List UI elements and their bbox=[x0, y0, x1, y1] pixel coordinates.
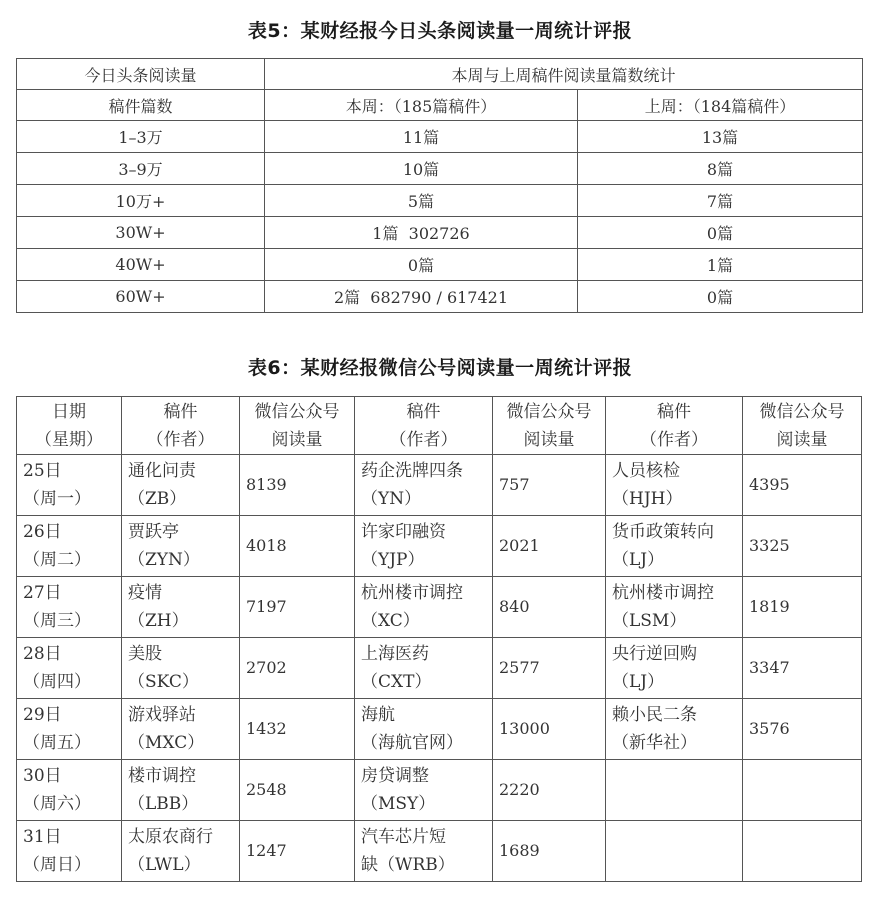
reads-cell: 2021 bbox=[493, 516, 606, 577]
article-cell bbox=[122, 516, 240, 577]
article-cell bbox=[606, 577, 743, 638]
article-title: 游戏驿站 bbox=[128, 705, 196, 725]
reads-cell: 2548 bbox=[240, 760, 355, 821]
article-cell bbox=[122, 821, 240, 882]
article-author: （CXT） bbox=[361, 672, 432, 692]
table-row bbox=[17, 577, 862, 638]
header-line: 日期 bbox=[52, 401, 86, 422]
article-cell bbox=[606, 760, 743, 821]
reads-cell: 2702 bbox=[240, 638, 355, 699]
article-author: （LBB） bbox=[128, 794, 199, 814]
date-cell bbox=[17, 638, 122, 699]
date-label: 31日 bbox=[23, 827, 62, 847]
reads-cell: 13000 bbox=[493, 699, 606, 760]
article-author: （MXC） bbox=[128, 733, 205, 753]
article-title: 疫情 bbox=[128, 583, 162, 603]
date-cell bbox=[17, 699, 122, 760]
reads-cell: 2220 bbox=[493, 760, 606, 821]
article-title: 杭州楼市调控 bbox=[612, 583, 714, 603]
range-cell: 60W+ bbox=[17, 281, 265, 313]
weekday-label: （周五） bbox=[23, 733, 91, 753]
article-title: 央行逆回购 bbox=[612, 644, 697, 664]
article-cell bbox=[355, 699, 493, 760]
range-cell: 1–3万 bbox=[17, 121, 265, 153]
article-author: （XC） bbox=[361, 611, 420, 631]
weekday-label: （周日） bbox=[23, 855, 91, 875]
article-author: （新华社） bbox=[612, 733, 697, 753]
table5-title: 表5：某财经报今日头条阅读量一周统计评报 bbox=[247, 20, 633, 42]
header-cell: 稿件篇数 bbox=[17, 90, 265, 121]
table-row bbox=[17, 217, 863, 249]
reads-cell: 7197 bbox=[240, 577, 355, 638]
article-cell bbox=[355, 455, 493, 516]
article-author: （LJ） bbox=[612, 550, 665, 570]
last-week-cell: 8篇 bbox=[578, 153, 863, 185]
header-line: 阅读量 bbox=[271, 429, 323, 450]
header-cell bbox=[355, 397, 493, 455]
article-title: 通化问责 bbox=[128, 461, 196, 481]
header-cell bbox=[606, 397, 743, 455]
table5-subheader-row bbox=[17, 90, 863, 121]
this-week-cell: 1篇 302726 bbox=[265, 217, 578, 249]
range-cell: 10万+ bbox=[17, 185, 265, 217]
article-title: 杭州楼市调控 bbox=[361, 583, 463, 603]
article-title: 许家印融资 bbox=[361, 522, 446, 542]
weekday-label: （周二） bbox=[23, 550, 91, 570]
last-week-cell: 13篇 bbox=[578, 121, 863, 153]
article-title: 赖小民二条 bbox=[612, 705, 697, 725]
header-line: （星期） bbox=[35, 429, 103, 450]
last-week-cell: 7篇 bbox=[578, 185, 863, 217]
reads-cell: 1819 bbox=[743, 577, 862, 638]
article-cell bbox=[122, 638, 240, 699]
date-label: 27日 bbox=[23, 583, 62, 603]
article-title: 房贷调整 bbox=[361, 766, 429, 786]
article-title: 汽车芯片短 bbox=[361, 827, 446, 847]
table5-toutiao-reads bbox=[16, 58, 863, 313]
article-author: （YJP） bbox=[361, 550, 425, 570]
reads-cell bbox=[743, 760, 862, 821]
last-week-cell: 1篇 bbox=[578, 249, 863, 281]
this-week-cell: 5篇 bbox=[265, 185, 578, 217]
table-row bbox=[17, 516, 862, 577]
article-cell bbox=[355, 821, 493, 882]
article-cell bbox=[606, 638, 743, 699]
reads-cell: 757 bbox=[493, 455, 606, 516]
date-cell bbox=[17, 516, 122, 577]
article-title: 太原农商行 bbox=[128, 827, 213, 847]
article-title: 人员核检 bbox=[612, 461, 680, 481]
article-cell bbox=[355, 516, 493, 577]
header-cell bbox=[122, 397, 240, 455]
header-line: （作者） bbox=[146, 429, 215, 450]
weekday-label: （周一） bbox=[23, 489, 91, 509]
header-line: 阅读量 bbox=[776, 429, 828, 450]
header-line: （作者） bbox=[640, 429, 708, 450]
article-cell bbox=[355, 638, 493, 699]
header-line: （作者） bbox=[389, 429, 458, 450]
article-author: （ZYN） bbox=[128, 550, 200, 570]
header-line: 微信公众号 bbox=[254, 401, 340, 422]
article-cell bbox=[606, 455, 743, 516]
table-row bbox=[17, 121, 863, 153]
table6-body bbox=[17, 455, 862, 882]
article-author: （MSY） bbox=[361, 794, 436, 814]
reads-cell: 4018 bbox=[240, 516, 355, 577]
header-cell bbox=[493, 397, 606, 455]
article-title: 上海医药 bbox=[361, 644, 429, 664]
date-cell bbox=[17, 455, 122, 516]
article-cell bbox=[122, 699, 240, 760]
weekday-label: （周四） bbox=[23, 672, 91, 692]
reads-cell: 3347 bbox=[743, 638, 862, 699]
article-author: （ZB） bbox=[128, 489, 187, 509]
article-title: 楼市调控 bbox=[128, 766, 196, 786]
header-cell: 今日头条阅读量 bbox=[17, 59, 265, 90]
table-row bbox=[17, 821, 862, 882]
table-row bbox=[17, 638, 862, 699]
article-author: （YN） bbox=[361, 489, 422, 509]
table6-wechat-reads bbox=[16, 396, 862, 882]
article-cell bbox=[355, 577, 493, 638]
date-label: 26日 bbox=[23, 522, 62, 542]
reads-cell: 3576 bbox=[743, 699, 862, 760]
article-author: （LJ） bbox=[612, 672, 665, 692]
reads-cell: 4395 bbox=[743, 455, 862, 516]
table5-header-row bbox=[17, 59, 863, 90]
date-label: 28日 bbox=[23, 644, 62, 664]
article-title: 海航 bbox=[361, 705, 395, 725]
reads-cell bbox=[743, 821, 862, 882]
header-cell bbox=[17, 397, 122, 455]
range-cell: 30W+ bbox=[17, 217, 265, 249]
table-row bbox=[17, 760, 862, 821]
header-line: 微信公众号 bbox=[759, 401, 845, 422]
reads-cell: 8139 bbox=[240, 455, 355, 516]
article-cell bbox=[122, 760, 240, 821]
date-label: 30日 bbox=[23, 766, 62, 786]
this-week-cell: 0篇 bbox=[265, 249, 578, 281]
article-cell bbox=[355, 760, 493, 821]
reads-cell: 840 bbox=[493, 577, 606, 638]
table-row bbox=[17, 185, 863, 217]
weekday-label: （周三） bbox=[23, 611, 91, 631]
date-cell bbox=[17, 577, 122, 638]
article-author: 缺（WRB） bbox=[361, 855, 455, 875]
table-row bbox=[17, 699, 862, 760]
header-line: 阅读量 bbox=[523, 429, 575, 450]
header-cell: 本周与上周稿件阅读量篇数统计 bbox=[265, 59, 863, 90]
reads-cell: 1432 bbox=[240, 699, 355, 760]
article-cell bbox=[122, 577, 240, 638]
table-row bbox=[17, 281, 863, 313]
table-row bbox=[17, 455, 862, 516]
table6-header-row bbox=[17, 397, 862, 455]
article-cell bbox=[606, 821, 743, 882]
this-week-cell: 11篇 bbox=[265, 121, 578, 153]
header-cell: 本周：（185篇稿件） bbox=[265, 90, 578, 121]
article-author: （ZH） bbox=[128, 611, 189, 631]
this-week-cell: 2篇 682790 / 617421 bbox=[265, 281, 578, 313]
this-week-cell: 10篇 bbox=[265, 153, 578, 185]
table-row bbox=[17, 153, 863, 185]
last-week-cell: 0篇 bbox=[578, 281, 863, 313]
article-title: 美股 bbox=[128, 644, 162, 664]
reads-cell: 1247 bbox=[240, 821, 355, 882]
article-author: （LWL） bbox=[128, 855, 201, 875]
header-line: 稿件 bbox=[657, 401, 691, 422]
article-author: （SKC） bbox=[128, 672, 199, 692]
article-author: （LSM） bbox=[612, 611, 687, 631]
article-title: 贾跃亭 bbox=[128, 522, 179, 542]
reads-cell: 2577 bbox=[493, 638, 606, 699]
header-line: 稿件 bbox=[163, 401, 198, 422]
last-week-cell: 0篇 bbox=[578, 217, 863, 249]
article-title: 药企洗牌四条 bbox=[361, 461, 463, 481]
article-author: （HJH） bbox=[612, 489, 683, 509]
date-label: 25日 bbox=[23, 461, 62, 481]
header-line: 稿件 bbox=[406, 401, 441, 422]
header-cell bbox=[240, 397, 355, 455]
article-author: （海航官网） bbox=[361, 733, 463, 753]
article-cell bbox=[606, 516, 743, 577]
date-cell bbox=[17, 821, 122, 882]
header-cell bbox=[743, 397, 862, 455]
range-cell: 40W+ bbox=[17, 249, 265, 281]
date-cell bbox=[17, 760, 122, 821]
weekday-label: （周六） bbox=[23, 794, 91, 814]
date-label: 29日 bbox=[23, 705, 62, 725]
table6-title: 表6：某财经报微信公号阅读量一周统计评报 bbox=[247, 357, 633, 379]
article-cell bbox=[606, 699, 743, 760]
header-cell: 上周：（184篇稿件） bbox=[578, 90, 863, 121]
article-cell bbox=[122, 455, 240, 516]
reads-cell: 3325 bbox=[743, 516, 862, 577]
header-line: 微信公众号 bbox=[506, 401, 592, 422]
article-title: 货币政策转向 bbox=[612, 522, 714, 542]
range-cell: 3–9万 bbox=[17, 153, 265, 185]
table-row bbox=[17, 249, 863, 281]
reads-cell: 1689 bbox=[493, 821, 606, 882]
